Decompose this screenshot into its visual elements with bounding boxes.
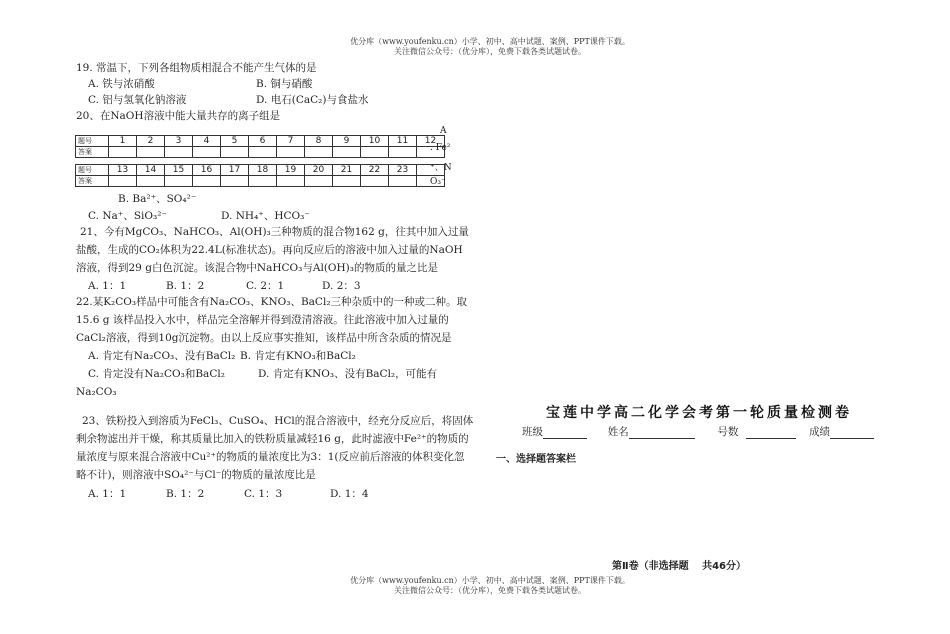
table-cell: 6 <box>249 136 277 147</box>
q23-option-c: C. 1：3 <box>244 488 283 500</box>
answer-cell[interactable] <box>221 176 249 187</box>
q21-option-a: A. 1：1 <box>88 280 127 292</box>
answer-table-2 <box>75 164 445 187</box>
answer-table-2-answer-row <box>76 176 445 187</box>
answer-cell[interactable] <box>109 147 137 158</box>
table-row-label: 答案 <box>76 176 109 187</box>
table-cell: 9 <box>333 136 361 147</box>
number-label: 号数 <box>717 426 739 438</box>
q23-line-4: 略不计)，则溶液中SO₄²⁻与Cl⁻的物质的量浓度比是 <box>76 469 316 481</box>
number-field[interactable] <box>746 427 796 439</box>
header-line-1: 优分库（www.youfenku.cn）小学、初中、高中试题、案例、PPT课件下载。 <box>350 37 630 46</box>
answer-cell[interactable] <box>361 176 389 187</box>
table-cell: 16 <box>193 165 221 176</box>
q23-line-2: 剩余物滤出并干燥，称其质量比加入的铁粉质量减轻16 g，此时滤液中Fe²⁺的物质的 <box>76 433 469 445</box>
answer-cell[interactable] <box>305 176 333 187</box>
answer-cell[interactable] <box>389 147 417 158</box>
table-row-label: 题号 <box>76 136 109 147</box>
answer-cell[interactable] <box>137 176 165 187</box>
answer-cell[interactable] <box>277 176 305 187</box>
answer-cell[interactable] <box>277 147 305 158</box>
exam-title: 宝莲中学高二化学会考第一轮质量检测卷 <box>546 405 852 421</box>
footer-line-2: 关注微信公众号：（优分库），免费下载各类试题试卷。 <box>394 586 586 595</box>
q19-option-d: D. 电石(CaC₂)与食盐水 <box>256 94 369 106</box>
table-cell: 17 <box>221 165 249 176</box>
score-field[interactable] <box>830 427 874 439</box>
score-label: 成绩 <box>809 426 831 438</box>
q20-option-a-part-4: O₃⁻ <box>430 177 446 187</box>
answer-cell[interactable] <box>249 147 277 158</box>
section-1-heading: 一、选择题答案栏 <box>496 454 576 465</box>
q21-option-d: D. 2：3 <box>322 280 361 292</box>
student-info-row <box>522 425 874 439</box>
table-row-label: 答案 <box>76 147 109 158</box>
answer-cell[interactable] <box>333 176 361 187</box>
table-cell: 2 <box>137 136 165 147</box>
q23-line-3: 量浓度与原来混合溶液中Cu²⁺的物质的量浓度比为3：1(反应前后溶液的体积变化忽 <box>76 451 465 463</box>
answer-table-1 <box>75 135 445 158</box>
class-label: 班级 <box>522 426 543 438</box>
table-cell: 15 <box>165 165 193 176</box>
answer-cell[interactable] <box>109 176 137 187</box>
q21-line-1: 21、今有MgCO₃、NaHCO₃、Al(OH)₃三种物质的混合物162 g，往其中加入过量 <box>80 226 469 238</box>
q22-option-d: D. 肯定有KNO₃、没有BaCl₂，可能有 <box>258 368 438 380</box>
answer-cell[interactable] <box>389 176 417 187</box>
answer-cell[interactable] <box>193 176 221 187</box>
q22-option-a: A. 肯定有Na₂CO₃、没有BaCl₂ <box>88 350 236 362</box>
q23-line-1: 23、铁粉投入到溶质为FeCl₃、CuSO₄、HCl的混合溶液中，经充分反应后，将固体 <box>82 415 474 427</box>
table-cell: 14 <box>137 165 165 176</box>
answer-cell[interactable] <box>137 147 165 158</box>
table-cell: 5 <box>221 136 249 147</box>
table-cell: 21 <box>333 165 361 176</box>
q22-option-d-cont: Na₂CO₃ <box>76 386 117 398</box>
table-cell: 8 <box>305 136 333 147</box>
q23-option-a: A. 1：1 <box>88 488 127 500</box>
table-cell: 13 <box>109 165 137 176</box>
table-cell: 18 <box>249 165 277 176</box>
q21-option-b: B. 1：2 <box>166 280 205 292</box>
table-cell: 19 <box>277 165 305 176</box>
answer-cell[interactable] <box>305 147 333 158</box>
q23-option-b: B. 1：2 <box>166 488 205 500</box>
table-cell: 12 <box>417 136 445 147</box>
footer-line-1: 优分库（www.youfenku.cn）小学、初中、高中试题、案例、PPT课件下载。 <box>350 576 630 585</box>
class-field[interactable] <box>543 427 587 439</box>
table-cell: 1 <box>109 136 137 147</box>
q22-option-c: C. 肯定没有Na₂CO₃和BaCl₂ <box>88 368 225 380</box>
answer-table-1-answer-row <box>76 147 445 158</box>
table-cell: 10 <box>361 136 389 147</box>
table-cell: 4 <box>193 136 221 147</box>
table-cell: 22 <box>361 165 389 176</box>
q21-option-c: C. 2：1 <box>246 280 285 292</box>
q23-option-d: D. 1：4 <box>330 488 369 500</box>
answer-cell[interactable] <box>361 147 389 158</box>
q19-stem: 19. 常温下，下列各组物质相混合不能产生气体的是 <box>76 62 317 74</box>
q20-option-a-part-3: ⁺、N <box>430 163 452 173</box>
q22-line-1: 22.某K₂CO₃样品中可能含有Na₂CO₃、KNO₃、BaCl₂三种杂质中的一种或二种。取 <box>76 296 468 308</box>
table-cell: 11 <box>389 136 417 147</box>
q21-line-2: 盐酸，生成的CO₂体积为22.4L(标准状态)。再向反应后的溶液中加入过量的NaOH <box>76 244 463 256</box>
answer-cell[interactable] <box>193 147 221 158</box>
name-label: 姓名 <box>607 426 629 438</box>
table-cell: 7 <box>277 136 305 147</box>
name-field[interactable] <box>629 427 695 439</box>
q19-option-c: C. 铝与氢氧化钠溶液 <box>88 94 187 106</box>
header-line-2: 关注微信公众号：（优分库），免费下载各类试题试卷。 <box>394 47 586 56</box>
q20-stem: 20、在NaOH溶液中能大量共存的离子组是 <box>76 110 281 122</box>
answer-table-2-number-row <box>76 165 445 176</box>
table-row-label: 题号 <box>76 165 109 176</box>
q22-line-3: CaCl₂溶液，得到10g沉淀物。由以上反应事实推知，该样品中所含杂质的情况是 <box>76 332 452 344</box>
q20-option-c: C. Na⁺、SiO₃²⁻ <box>88 210 167 222</box>
answer-cell[interactable] <box>249 176 277 187</box>
q22-line-2: 15.6 g 该样品投入水中，样品完全溶解并得到澄清溶液。往此溶液中加入过量的 <box>76 314 449 326</box>
answer-cell[interactable] <box>165 176 193 187</box>
q20-option-b: B. Ba²⁺、SO₄²⁻ <box>118 193 197 205</box>
table-cell: 20 <box>305 165 333 176</box>
q22-option-b: B. 肯定有KNO₃和BaCl₂ <box>240 350 356 362</box>
table-cell: 3 <box>165 136 193 147</box>
answer-table-1-number-row <box>76 136 445 147</box>
q19-option-a: A. 铁与浓硝酸 <box>88 78 155 90</box>
answer-cell[interactable] <box>221 147 249 158</box>
q19-option-b: B. 铜与硝酸 <box>256 78 313 90</box>
q21-line-3: 溶液，得到29 g白色沉淀。该混合物中NaHCO₃与Al(OH)₃的物质的量之比是 <box>76 262 438 274</box>
q20-option-a-part-2: . Fe² <box>430 143 451 153</box>
q20-option-d: D. NH₄⁺、HCO₃⁻ <box>221 210 310 222</box>
answer-cell[interactable] <box>165 147 193 158</box>
part-2-heading: 第Ⅱ卷（非选择题 共46分） <box>612 561 746 572</box>
answer-cell[interactable] <box>333 147 361 158</box>
q20-option-a-part-1: A <box>440 126 447 136</box>
table-cell: 23 <box>389 165 417 176</box>
